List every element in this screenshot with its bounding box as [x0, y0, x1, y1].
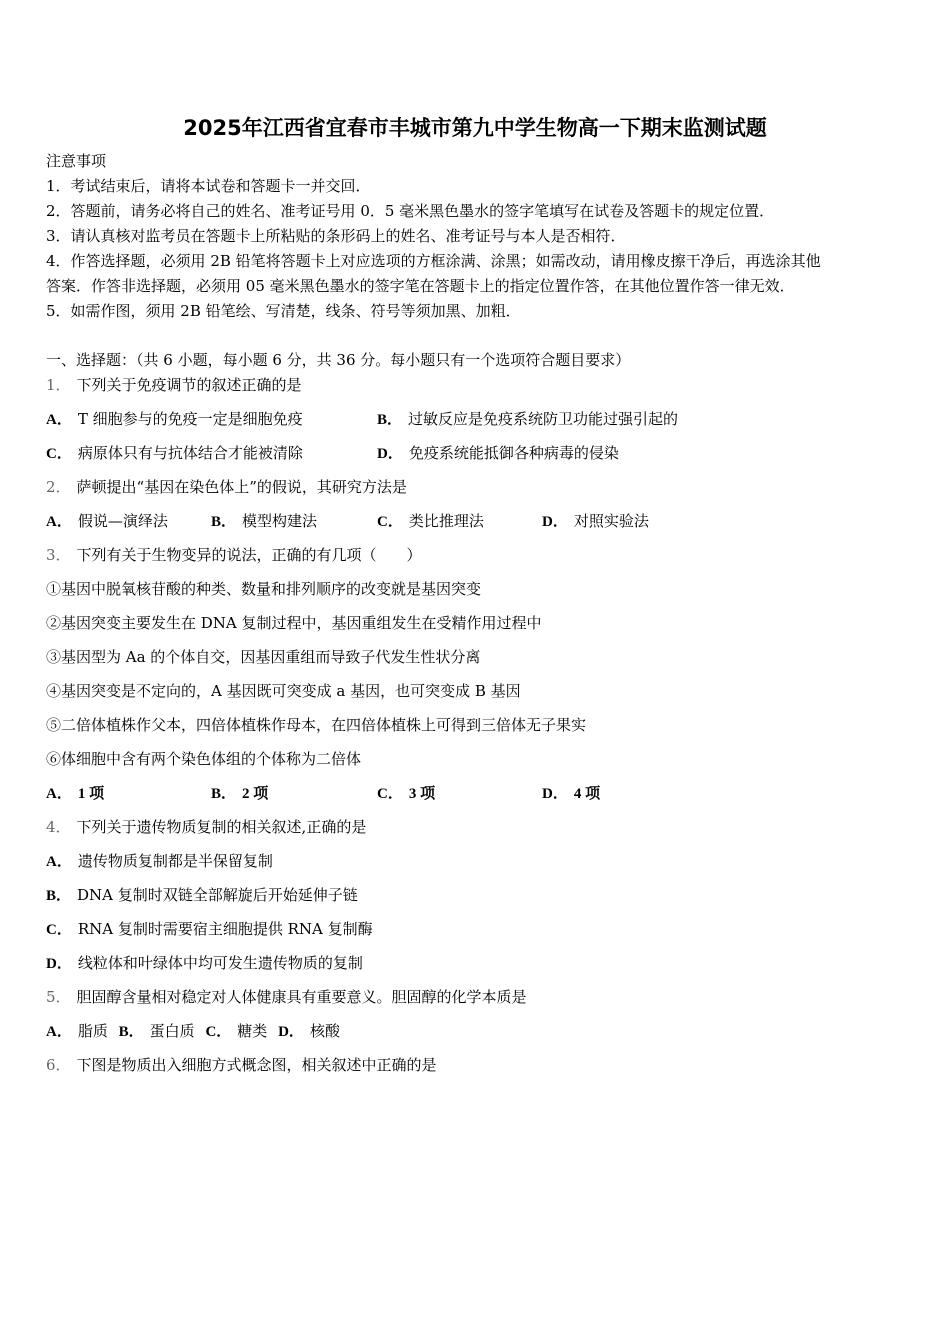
- page-title: 2025年江西省宜春市丰城市第九中学生物高一下期末监测试题: [183, 116, 767, 140]
- q4-option-c: C． RNA 复制时需要宿主细胞提供 RNA 复制酶: [46, 920, 373, 938]
- question-number: 5．: [46, 988, 71, 1006]
- q2-option-a: A． 假说—演绎法: [46, 512, 168, 530]
- notice-item-4-cont: 答案．作答非选择题，必须用 05 毫米黑色墨水的签字笔在答题卡上的指定位置作答，在其他位置作答一律无效．: [46, 277, 795, 295]
- question-stem: 下列关于免疫调节的叙述正确的是: [76, 376, 302, 394]
- notice-item-5: 5．如需作图，须用 2B 铅笔绘、写清楚，线条、符号等须加黑、加粗．: [46, 302, 521, 320]
- question-stem: 下列有关于生物变异的说法，正确的有几项（ ）: [76, 546, 422, 564]
- q5-option-a: A． 脂质: [46, 1022, 108, 1040]
- q3-statement-5: ⑤二倍体植株作父本，四倍体植株作母本，在四倍体植株上可得到三倍体无子果实: [46, 716, 587, 734]
- notice-item-2: 2．答题前，请务必将自己的姓名、准考证号用 0．5 毫米黑色墨水的签字笔填写在试卷及答题卡的规定位置．: [46, 202, 775, 220]
- question-stem: 下列关于遗传物质复制的相关叙述,正确的是: [76, 818, 367, 836]
- question-6: [46, 1055, 437, 1075]
- notice-heading: 注意事项: [46, 152, 107, 170]
- q3-option-b: B． 2 项: [211, 786, 269, 802]
- question-stem: 下图是物质出入细胞方式概念图，相关叙述中正确的是: [76, 1056, 437, 1074]
- question-stem: 胆固醇含量相对稳定对人体健康具有重要意义。胆固醇的化学本质是: [76, 988, 527, 1006]
- q5-option-d: D． 核酸: [278, 1022, 340, 1040]
- q3-option-d: D． 4 项: [542, 786, 601, 802]
- q1-option-c: C． 病原体只有与抗体结合才能被清除: [46, 444, 303, 462]
- q3-statement-6: ⑥体细胞中含有两个染色体组的个体称为二倍体: [46, 750, 362, 768]
- section-heading: 一、选择题：（共 6 小题，每小题 6 分，共 36 分。每小题只有一个选项符合题目要求）: [46, 351, 631, 369]
- q2-option-c: C． 类比推理法: [377, 512, 484, 530]
- q1-option-b: B． 过敏反应是免疫系统防卫功能过强引起的: [377, 410, 679, 428]
- q2-option-b: B． 模型构建法: [211, 512, 318, 530]
- q5-option-c: C． 糖类: [205, 1022, 268, 1040]
- notice-item-3: 3．请认真核对监考员在答题卡上所粘贴的条形码上的姓名、准考证号与本人是否相符．: [46, 227, 626, 245]
- q3-statement-4: ④基因突变是不定向的，A 基因既可突变成 a 基因，也可突变成 B 基因: [46, 682, 521, 700]
- q5-options-row: [46, 1021, 340, 1042]
- question-number: 3．: [46, 546, 71, 564]
- question-number: 4．: [46, 818, 71, 836]
- q4-option-a: A． 遗传物质复制都是半保留复制: [46, 852, 273, 870]
- q3-statement-3: ③基因型为 Aa 的个体自交，因基因重组而导致子代发生性状分离: [46, 648, 481, 666]
- notice-item-1: 1．考试结束后，请将本试卷和答题卡一并交回．: [46, 177, 371, 195]
- q4-option-d: D． 线粒体和叶绿体中均可发生遗传物质的复制: [46, 954, 363, 972]
- question-2: [46, 477, 407, 497]
- q3-option-a: A． 1 项: [46, 786, 105, 802]
- notice-item-4: 4．作答选择题，必须用 2B 铅笔将答题卡上对应选项的方框涂满、涂黑；如需改动，请用橡皮擦干净后，再选涂其他: [46, 252, 821, 270]
- question-number: 1．: [46, 376, 71, 394]
- q1-option-d: D． 免疫系统能抵御各种病毒的侵染: [377, 444, 619, 462]
- question-5: [46, 987, 527, 1007]
- question-number: 2．: [46, 478, 71, 496]
- q2-option-d: D． 对照实验法: [542, 512, 649, 530]
- question-3: [46, 545, 422, 565]
- q1-option-a: A． T 细胞参与的免疫一定是细胞免疫: [46, 410, 303, 428]
- q5-option-b: B． 蛋白质: [118, 1022, 195, 1040]
- question-4: [46, 817, 366, 837]
- question-number: 6．: [46, 1056, 71, 1074]
- question-1: [46, 375, 302, 395]
- q3-option-c: C． 3 项: [377, 786, 436, 802]
- question-stem: 萨顿提出“基因在染色体上”的假说，其研究方法是: [76, 478, 407, 496]
- q3-statement-2: ②基因突变主要发生在 DNA 复制过程中，基因重组发生在受精作用过程中: [46, 614, 542, 632]
- q3-statement-1: ①基因中脱氧核苷酸的种类、数量和排列顺序的改变就是基因突变: [46, 580, 482, 598]
- q4-option-b: B． DNA 复制时双链全部解旋后开始延伸子链: [46, 886, 358, 904]
